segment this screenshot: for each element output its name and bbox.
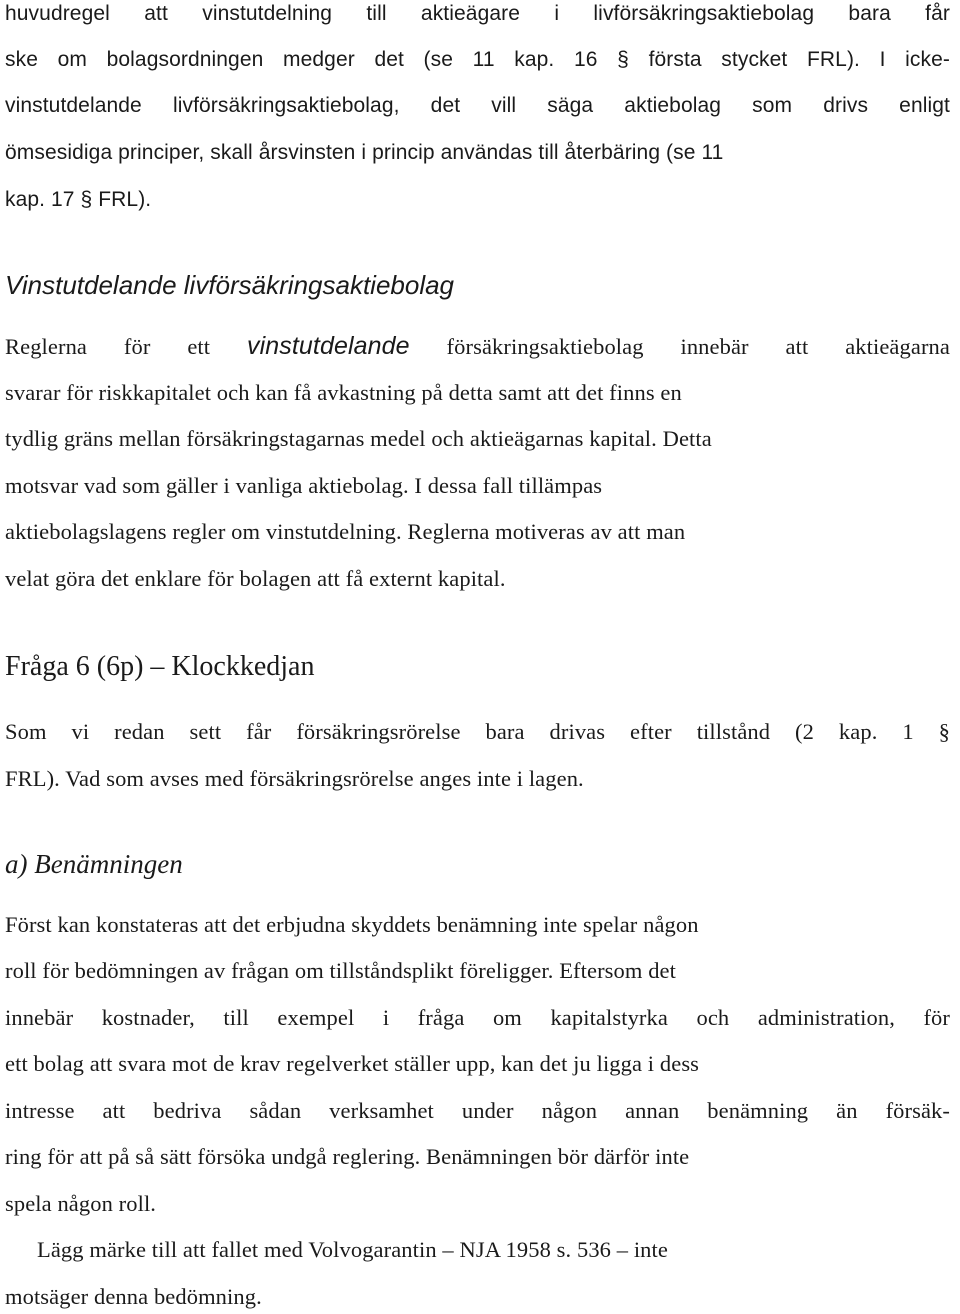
section3-line-5: intresse att bedriva sådan verksamhet under någon annan benämning än försäk- — [5, 1098, 950, 1123]
section1-line-4: motsvar vad som gäller i vanliga aktiebolag. I dessa fall tillämpas — [5, 473, 603, 498]
section3-note-line-1: Lägg märke till att fallet med Volvogarantin – NJA 1958 s. 536 – inte — [37, 1237, 668, 1262]
section-heading-benamningen: a) Benämningen — [5, 849, 183, 879]
intro-line-5: kap. 17 § FRL). — [5, 188, 152, 211]
section1-line-1-post: försäkringsaktiebolag innebär att aktieägarna — [446, 334, 950, 359]
section3-line-1: Först kan konstateras att det erbjudna skyddets benämning inte spelar någon — [5, 912, 699, 937]
section1-emphasis: vinstutdelande — [247, 332, 410, 360]
section3-line-2: roll för bedömningen av frågan om tillståndsplikt föreligger. Eftersom det — [5, 958, 676, 983]
intro-line-3: vinstutdelande livförsäkringsaktiebolag, det vill säga aktiebolag som drivs enligt — [5, 94, 950, 117]
section1-line-3: tydlig gräns mellan försäkringstagarnas medel och aktieägarnas kapital. Detta — [5, 426, 712, 451]
intro-line-2: ske om bolagsordningen medger det (se 11 kap. 16 § första stycket FRL). I icke- — [5, 48, 950, 71]
section-heading-vinstutdelande: Vinstutdelande livförsäkringsaktiebolag — [5, 270, 455, 300]
section1-line-5: aktiebolagslagens regler om vinstutdelning. Reglerna motiveras av att man — [5, 519, 686, 544]
section3-note-line-2: motsäger denna bedömning. — [5, 1284, 262, 1309]
section3-line-4: ett bolag att svara mot de krav regelverket ställer upp, kan det ju ligga i dess — [5, 1051, 700, 1076]
intro-line-4: ömsesidiga principer, skall årsvinsten i princip användas till återbäring (se 11 — [5, 141, 724, 164]
section3-line-7: spela någon roll. — [5, 1191, 157, 1216]
intro-line-1: huvudregel att vinstutdelning till aktieägare i livförsäkringsaktiebolag bara får — [5, 2, 950, 25]
section1-line-6: velat göra det enklare för bolagen att få externt kapital. — [5, 566, 506, 591]
section1-line-1-pre: Reglerna för ett — [5, 334, 211, 359]
section-heading-fraga-6: Fråga 6 (6p) – Klockkedjan — [5, 651, 315, 682]
section1-line-1 — [5, 332, 950, 361]
section3-line-6: ring för att på så sätt försöka undgå reglering. Benämningen bör därför inte — [5, 1144, 690, 1169]
section2-line-1: Som vi redan sett får försäkringsrörelse bara drivas efter tillstånd (2 kap. 1 § — [5, 719, 950, 744]
section3-line-3: innebär kostnader, till exempel i fråga om kapitalstyrka och administration, för — [5, 1005, 950, 1030]
section1-line-2: svarar för riskkapitalet och kan få avkastning på detta samt att det finns en — [5, 380, 682, 405]
section2-line-2: FRL). Vad som avses med försäkringsrörelse anges inte i lagen. — [5, 766, 584, 791]
